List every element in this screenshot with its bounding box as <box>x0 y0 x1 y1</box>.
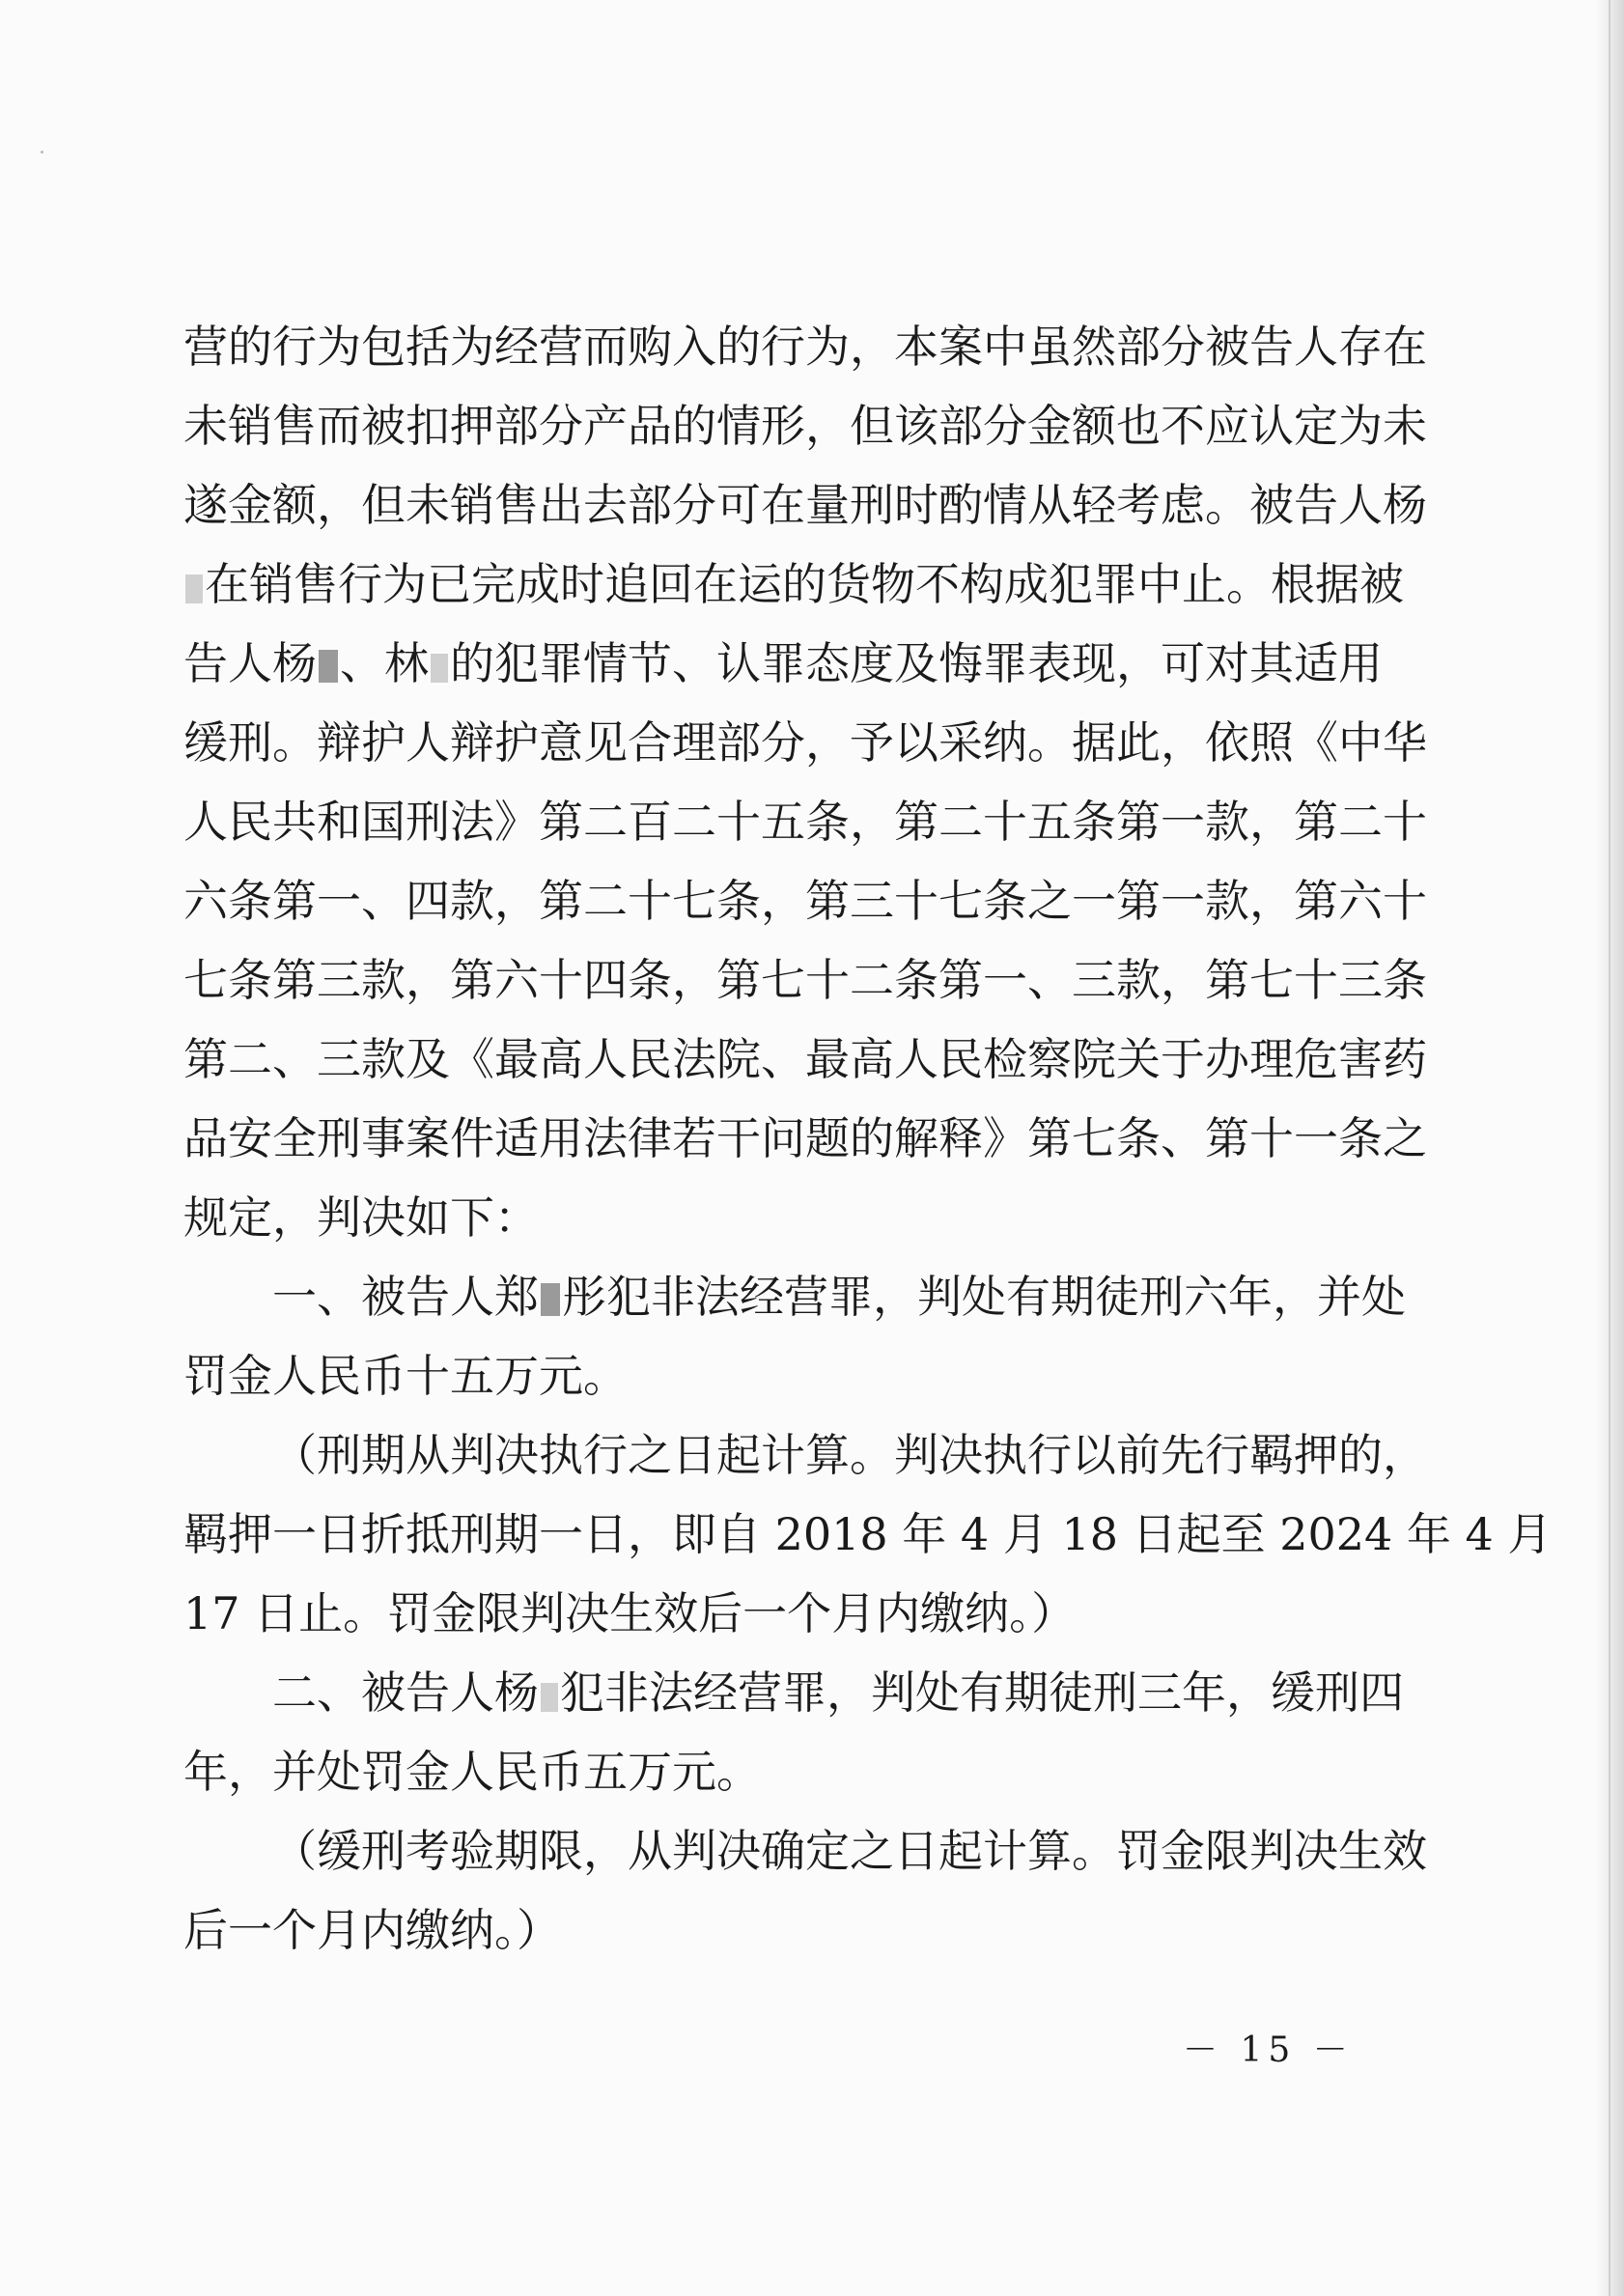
text-line: 七条第三款，第六十四条，第七十二条第一、三款，第七十三条 <box>183 954 1427 1006</box>
text-line <box>183 1257 1406 1336</box>
text-line: （刑期从判决执行之日起计算。判决执行以前先行羁押的， <box>272 1429 1427 1481</box>
text-line: 人民共和国刑法》第二百二十五条，第二十五条第一款，第二十 <box>183 796 1427 848</box>
text-segment: 、林 <box>340 637 429 689</box>
text-line: 17 日止。罚金限判决生效后一个月内缴纳。） <box>183 1587 1077 1639</box>
text-line: 罚金人民币十五万元。 <box>183 1350 628 1402</box>
text-line: （缓刑考验期限，从判决确定之日起计算。罚金限判决生效 <box>272 1825 1427 1877</box>
text-line <box>183 624 1381 703</box>
scan-edge-line <box>1609 0 1610 2296</box>
page-number: － 15 － <box>1183 2030 1354 2070</box>
text-line: 未销售而被扣押部分产品的情形，但该部分金额也不应认定为未 <box>183 400 1427 452</box>
text-segment: 犯非法经营罪，判处有期徒刑三年，缓刑四 <box>560 1666 1404 1719</box>
text-segment: 的犯罪情节、认罪态度及悔罪表现，可对其适用 <box>450 637 1383 689</box>
redaction-mark <box>185 574 203 603</box>
text-line: 后一个月内缴纳。） <box>183 1904 561 1956</box>
redaction-mark <box>319 650 338 683</box>
scan-speck <box>41 151 43 154</box>
redaction-mark <box>431 654 448 683</box>
text-line: 品安全刑事案件适用法律若干问题的解释》第七条、第十一条之 <box>183 1112 1427 1164</box>
text-line <box>183 1653 1404 1732</box>
redaction-mark <box>541 1683 558 1712</box>
text-line: 六条第一、四款，第二十七条，第三十七条之一第一款，第六十 <box>183 875 1427 927</box>
redaction-mark <box>541 1283 560 1316</box>
text-segment: 告人杨 <box>183 637 317 689</box>
text-line: 第二、三款及《最高人民法院、最高人民检察院关于办理危害药 <box>183 1033 1427 1085</box>
text-line: 羁押一日折抵刑期一日，即自 2018 年 4 月 18 日起至 2024 年 4 月 <box>183 1508 1553 1560</box>
text-line: 年，并处罚金人民币五万元。 <box>183 1746 761 1798</box>
text-segment: 一、被告人郑 <box>272 1271 539 1323</box>
text-segment: 彤犯非法经营罪，判处有期徒刑六年，并处 <box>562 1271 1406 1323</box>
text-line <box>183 545 1404 624</box>
text-segment: 在销售行为已完成时追回在运的货物不构成犯罪中止。根据被 <box>205 558 1404 610</box>
text-segment: 二、被告人杨 <box>272 1666 539 1719</box>
judgment-body <box>183 307 1553 1970</box>
text-line: 遂金额，但未销售出去部分可在量刑时酌情从轻考虑。被告人杨 <box>183 479 1427 531</box>
text-line: 规定，判决如下： <box>183 1191 539 1244</box>
text-line: 缓刑。辩护人辩护意见合理部分，予以采纳。据此，依照《中华 <box>183 716 1427 769</box>
text-line: 营的行为包括为经营而购入的行为，本案中虽然部分被告人存在 <box>183 321 1427 373</box>
